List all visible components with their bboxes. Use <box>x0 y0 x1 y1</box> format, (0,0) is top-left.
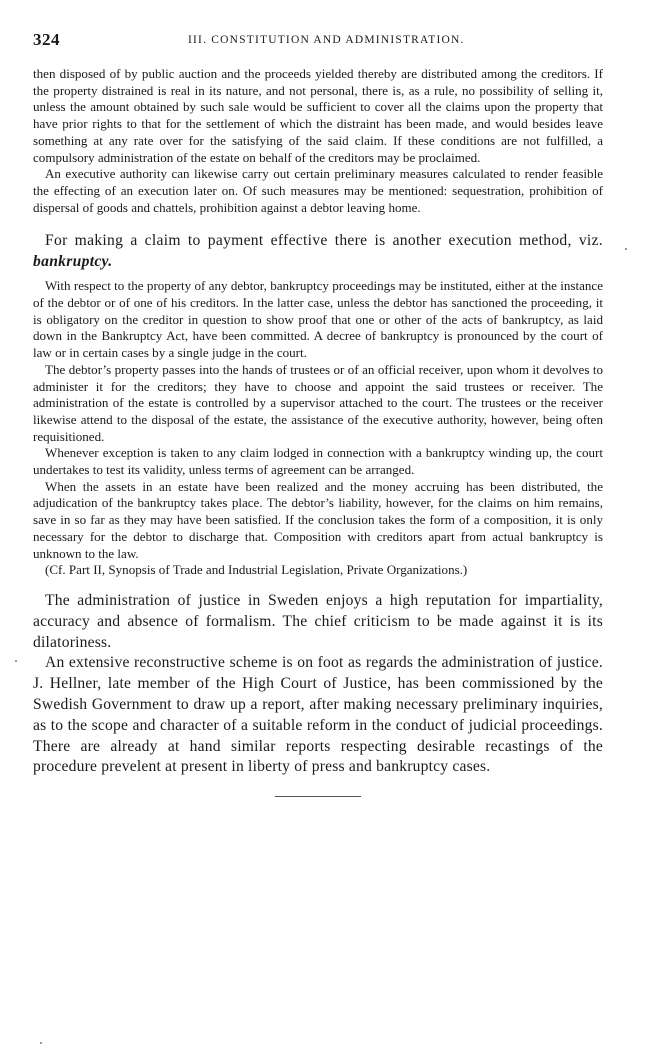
paragraph: The administration of justice in Sweden enjoys a high reputation for impartiality, accuracy and absence of formalism. The chief criticism to be made against it is its dilatoriness. <box>33 591 603 651</box>
closing-rule <box>275 796 361 797</box>
lead-text: For making a claim to payment effective there is another execution method, viz. <box>45 232 603 250</box>
scan-speck <box>15 660 17 662</box>
paragraph: Whenever exception is taken to any claim lodged in connection with a bankruptcy winding up, the court undertakes to test its validity, unless terms of agreement can be arranged. <box>33 445 603 478</box>
cross-reference: (Cf. Part II, Synopsis of Trade and Industrial Legislation, Private Organizations.) <box>45 562 468 578</box>
bankruptcy-heading-paragraph <box>33 230 603 272</box>
emphasis-term: bankruptcy. <box>33 253 113 271</box>
page-header <box>33 30 603 52</box>
justice-section <box>33 591 603 778</box>
paragraph: An executive authority can likewise carry out certain preliminary measures calculated to render feasible the effecting of an execution later on. Of such measures may be mentioned: sequestration, prohibition of dispersal of goods and chattels, prohibition against a debtor leaving home. <box>33 166 603 215</box>
paragraph: An extensive reconstructive scheme is on foot as regards the administration of justice. J. Hellner, late member of the High Court of Justice, has been commissioned by the Swedish Government to draw up a report, after making necessary preliminary inquiries, as to the scope and character of a suitable reform in the conduct of judicial proceedings. There are already at hand similar reports respecting desirable recastings of the procedure prevelent at present in liberty of press and bankruptcy cases. <box>33 654 603 776</box>
book-page <box>33 30 603 797</box>
paragraph: then disposed of by public auction and the proceeds yielded thereby are distributed among the creditors. If the property distrained is real in its nature, and not personal, there is, as a rule, no possibility of selling it, unless the amount obtained by such sale would be sufficient to cover all the claims upon the property that have prior rights to that for the settlement of which the distraint has been made, and would besides leave something at any rate over for the satisfying of the said claim. If these conditions are not fulfilled, a compulsory administration of the estate on behalf of the creditors may be proclaimed. <box>33 66 603 165</box>
paragraph: With respect to the property of any debtor, bankruptcy proceedings may be instituted, either at the instance of the debtor or of one of his creditors. In the latter case, unless the debtor has sanctioned the proceeding, it is obligatory on the creditor in question to show proof that one or other of the acts of bankruptcy, as laid down in the Bankruptcy Act, have been committed. A decree of bankruptcy is pronounced by the court of law or in certain cases by a single judge in the court. <box>33 278 603 361</box>
scan-speck <box>40 1042 42 1044</box>
paragraph: When the assets in an estate have been realized and the money accruing has been distributed, the adjudication of the bankruptcy takes place. The debtor’s liability, however, for the claims on him remains, save in so far as they may have been satisfied. If the conclusion takes the form of a composition, it is only necessary for the debtor to discharge that. Composition with creditors apart from actual bankruptcy is unknown to the law. <box>33 478 603 561</box>
execution-section <box>33 66 603 216</box>
paragraph: The debtor’s property passes into the hands of trustees or of an official receiver, upon whom it devolves to administer it for the creditors; they have to choose and appoint the said trustees or receiver. The administration of the estate is controlled by a supervisor attached to the court. The trustees or the receiver likewise attend to the disposal of the estate, the assistance of the executive authority, however, being often requisitioned. <box>33 361 603 444</box>
page-number: 324 <box>33 30 60 49</box>
running-title: III. CONSTITUTION AND ADMINISTRATION. <box>188 34 465 46</box>
bankruptcy-section <box>33 278 603 579</box>
scan-speck <box>625 248 627 250</box>
